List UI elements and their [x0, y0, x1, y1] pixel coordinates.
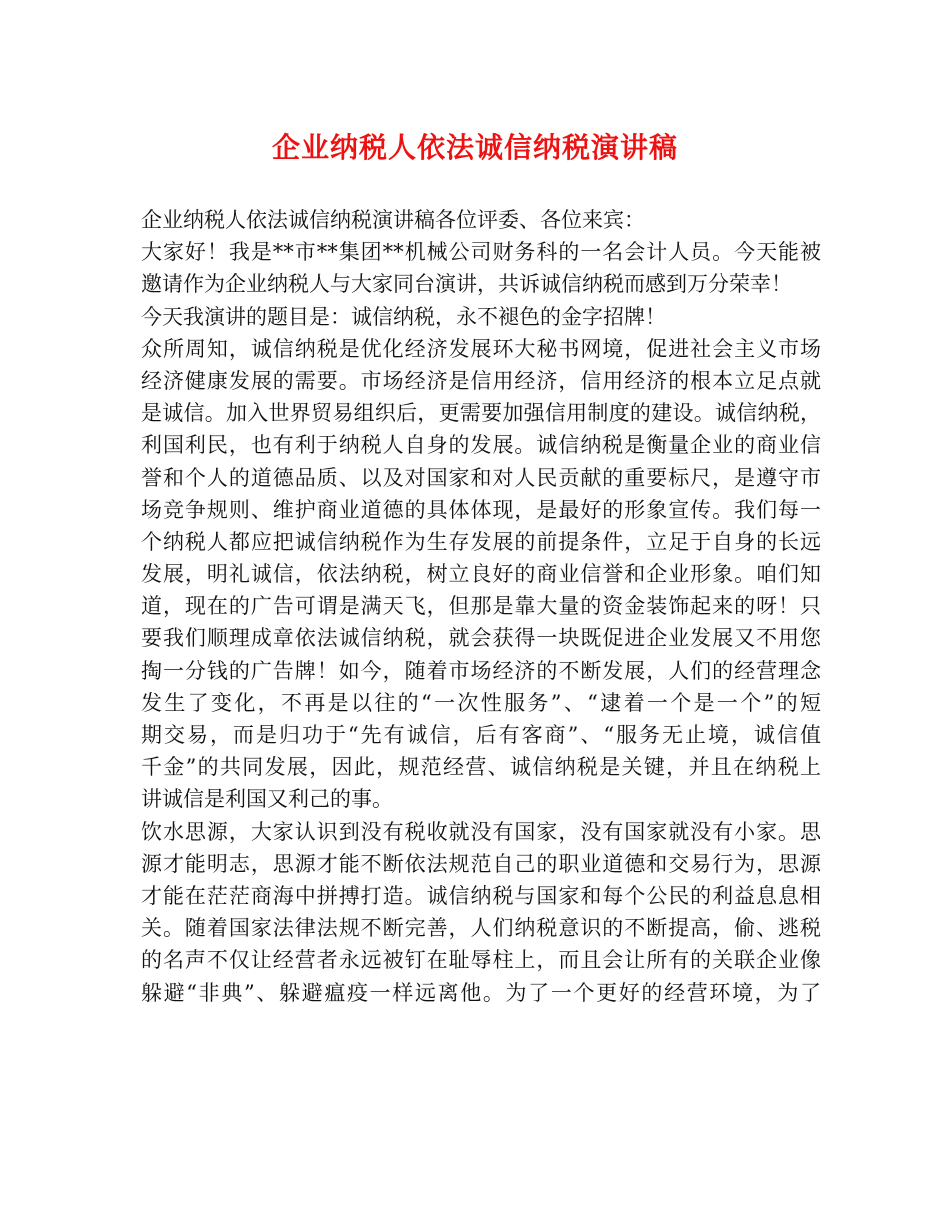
text-line: 期交易，而是归功于“先有诚信，后有客商”、“服务无止境，诚信值 [141, 723, 821, 747]
text-line: 今天我演讲的题目是：诚信纳税，永不褪色的金字招牌！ [141, 304, 666, 329]
text-line: 邀请作为企业纳税人与大家同台演讲，共诉诚信纳税而感到万分荣幸！ [141, 272, 792, 297]
text-line: 誉和个人的道德品质、以及对国家和对人民贡献的重要标尺，是遵守市 [141, 465, 821, 490]
text-line: 躲避“非典”、躲避瘟疫一样远离他。为了一个更好的经营环境，为了 [141, 980, 821, 1005]
text-line: 才能在茫茫商海中拼搏打造。诚信纳税与国家和每个公民的利益息息相 [141, 883, 821, 908]
text-line: 经济健康发展的需要。市场经济是信用经济，信用经济的根本立足点就 [141, 368, 821, 393]
text-line: 企业纳税人依法诚信纳税演讲稿各位评委、各位来宾： [141, 208, 645, 232]
text-line: 源才能明志，思源才能不断依法规范自己的职业道德和交易行为，思源 [141, 851, 821, 876]
text-line: 要我们顺理成章依法诚信纳税，就会获得一块既促进企业发展又不用您 [141, 626, 821, 651]
text-line: 关。随着国家法律法规不断完善，人们纳税意识的不断提高，偷、逃税 [141, 916, 821, 941]
text-line: 场竞争规则、维护商业道德的具体体现，是最好的形象宣传。我们每一 [141, 497, 821, 522]
text-line: 千金”的共同发展，因此，规范经营、诚信纳税是关键，并且在纳税上 [141, 755, 821, 780]
text-line: 饮水思源，大家认识到没有税收就没有国家，没有国家就没有小家。思 [141, 819, 821, 844]
text-line: 的名声不仅让经营者永远被钉在耻辱柱上，而且会让所有的关联企业像 [141, 948, 821, 973]
text-line: 大家好！我是**市**集团**机械公司财务科的一名会计人员。今天能被 [141, 240, 821, 265]
text-line: 发生了变化，不再是以往的“一次性服务”、“逮着一个是一个”的短 [141, 690, 821, 715]
text-line: 掏一分钱的广告牌！如今，随着市场经济的不断发展，人们的经营理念 [141, 658, 821, 683]
text-line: 利国利民，也有利于纳税人自身的发展。诚信纳税是衡量企业的商业信 [141, 433, 821, 458]
document-title: 企业纳税人依法诚信纳税演讲稿 [271, 131, 678, 164]
text-line: 讲诚信是利国又利己的事。 [141, 787, 393, 812]
text-line: 道，现在的广告可谓是满天飞，但那是靠大量的资金装饰起来的呀！只 [141, 594, 821, 619]
text-line: 发展，明礼诚信，依法纳税，树立良好的商业信誉和企业形象。咱们知 [141, 562, 821, 587]
text-line: 众所周知，诚信纳税是优化经济发展环大秘书网境，促进社会主义市场 [141, 336, 821, 361]
text-line: 个纳税人都应把诚信纳税作为生存发展的前提条件，立足于自身的长远 [141, 529, 821, 554]
text-line: 是诚信。加入世界贸易组织后，更需要加强信用制度的建设。诚信纳税， [141, 401, 821, 426]
document-body [141, 204, 821, 1009]
